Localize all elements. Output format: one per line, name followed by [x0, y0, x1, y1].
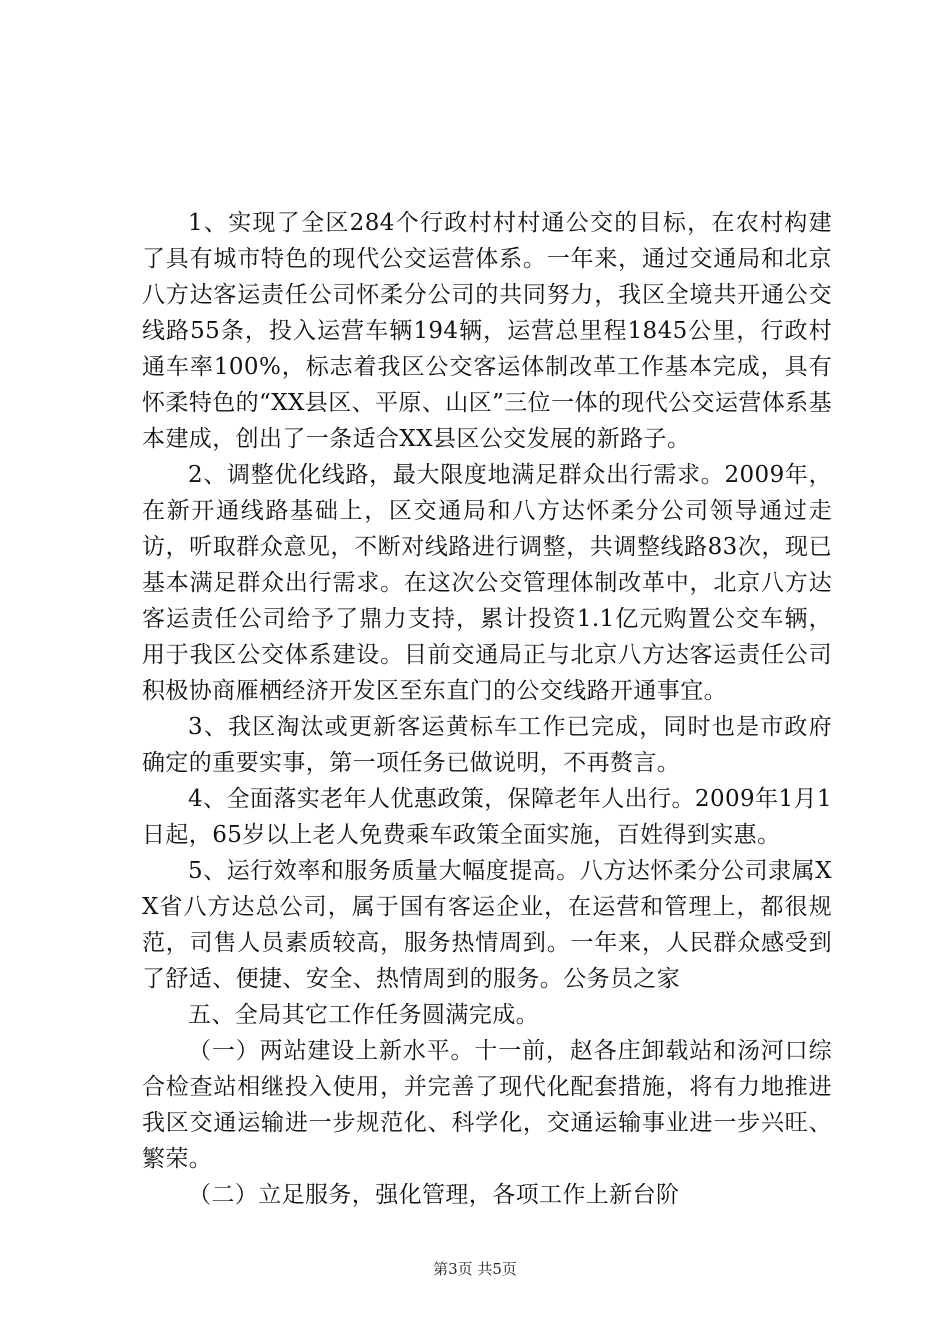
page-number: 第3页 共5页	[433, 1260, 517, 1278]
paragraph-achievement-3: 3、我区淘汰或更新客运黄标车工作已完成，同时也是市政府确定的重要实事，第一项任务已做说明，不再赘言。	[142, 714, 832, 776]
paragraph-achievement-4: 4、全面落实老年人优惠政策，保障老年人出行。2009年1月1日起，65岁以上老人免费乘车政策全面实施，百姓得到实惠。	[142, 786, 832, 848]
paragraph-achievement-1: 1、实现了全区284个行政村村村通公交的目标，在农村构建了具有城市特色的现代公交运营体系。一年来，通过交通局和北京八方达客运责任公司怀柔分公司的共同努力，我区全境共开通公交线路55条，投入运营车辆194辆，运营总里程1845公里，行政村通车率100%，标志着我区公交客运体制改革工作基本完成，具有怀柔特色的“XX县区、平原、山区”三位一体的现代公交运营体系基本建成，创出了一条适合XX县区公交发展的新路子。	[142, 210, 832, 452]
paragraph-achievement-2: 2、调整优化线路，最大限度地满足群众出行需求。2009年，在新开通线路基础上，区交通局和八方达怀柔分公司领导通过走访，听取群众意见，不断对线路进行调整，共调整线路83次，现已基本满足群众出行需求。在这次公交管理体制改革中，北京八方达客运责任公司给予了鼎力支持，累计投资1.1亿元购置公交车辆，用于我区公交体系建设。目前交通局正与北京八方达客运责任公司积极协商雁栖经济开发区至东直门的公交线路开通事宜。	[142, 462, 832, 704]
section-heading-five: 五、全局其它工作任务圆满完成。	[188, 1002, 539, 1028]
document-body	[142, 205, 832, 1213]
subsection-two-heading: （二）立足服务，强化管理，各项工作上新台阶	[188, 1182, 680, 1208]
subsection-one: （一）两站建设上新水平。十一前，赵各庄卸载站和汤河口综合检查站相继投入使用，并完善了现代化配套措施，将有力地推进我区交通运输进一步规范化、科学化，交通运输事业进一步兴旺、繁荣。	[142, 1038, 832, 1172]
paragraph-achievement-5: 5、运行效率和服务质量大幅度提高。八方达怀柔分公司隶属XX省八方达总公司，属于国有客运企业，在运营和管理上，都很规范，司售人员素质较高，服务热情周到。一年来，人民群众感受到了舒适、便捷、安全、热情周到的服务。公务员之家	[142, 858, 832, 992]
